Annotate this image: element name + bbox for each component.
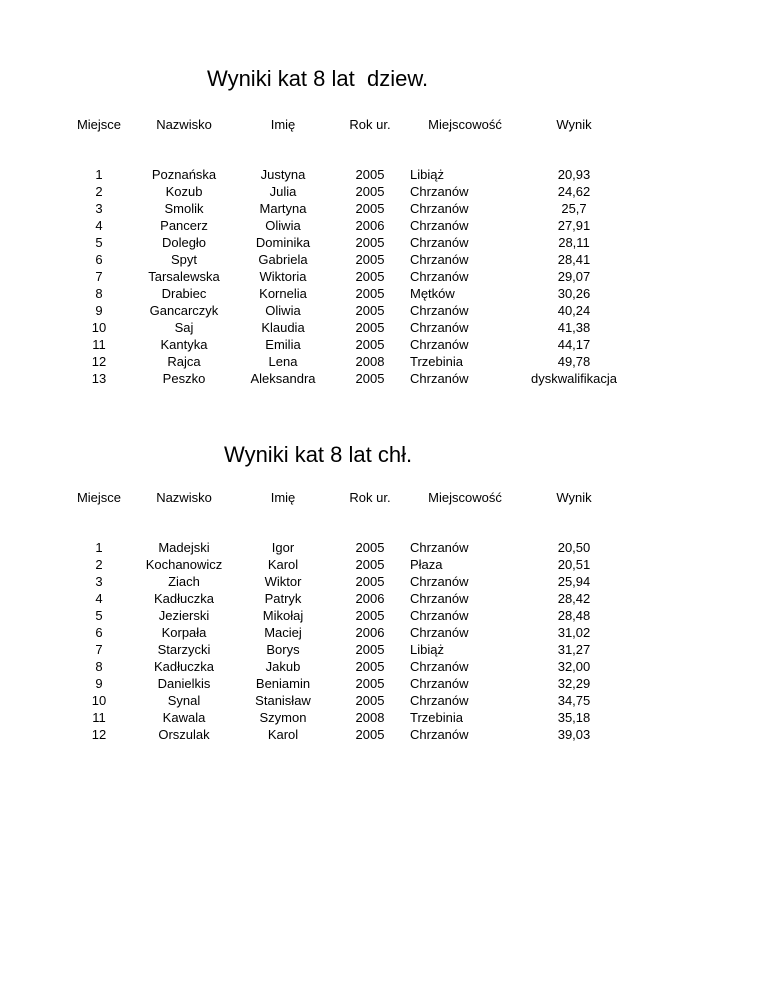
header-rok-ur: Rok ur. (349, 117, 391, 132)
cell-wynik: 20,93 (557, 167, 591, 182)
cell-rok-ur: 2005 (355, 574, 385, 589)
cell-imie: Wiktor (264, 574, 302, 589)
cell-rok-ur: 2005 (355, 693, 385, 708)
cell-imie: Lena (268, 354, 298, 369)
table-row (0, 641, 768, 658)
table-row (0, 251, 768, 268)
cell-imie: Martyna (259, 201, 307, 216)
cell-miejsce: 2 (95, 184, 103, 199)
cell-nazwisko: Ziach (168, 574, 200, 589)
cell-rok-ur: 2005 (355, 557, 385, 572)
cell-wynik: 24,62 (557, 184, 591, 199)
boys-results-title: Wyniki kat 8 lat chł. (224, 442, 413, 467)
cell-wynik: 40,24 (557, 303, 591, 318)
cell-wynik: 28,11 (558, 235, 590, 250)
cell-miejsce: 11 (92, 710, 106, 725)
header-miejscowosc: Miejscowość (428, 490, 502, 505)
cell-rok-ur: 2006 (355, 625, 385, 640)
table-row (0, 675, 768, 692)
cell-imie: Oliwia (265, 303, 301, 318)
cell-miejscowosc: Chrzanów (410, 235, 469, 250)
cell-miejscowosc: Trzebinia (410, 354, 463, 369)
cell-nazwisko: Kochanowicz (145, 557, 223, 572)
header-miejsce: Miejsce (76, 490, 122, 505)
cell-miejsce: 12 (91, 727, 107, 742)
cell-miejscowosc: Chrzanów (410, 608, 469, 623)
cell-rok-ur: 2005 (355, 184, 385, 199)
cell-nazwisko: Kantyka (160, 337, 208, 352)
cell-rok-ur: 2006 (355, 591, 385, 606)
cell-miejsce: 5 (95, 608, 103, 623)
cell-nazwisko: Saj (174, 320, 194, 335)
header-miejscowosc: Miejscowość (428, 117, 502, 132)
header-miejsce: Miejsce (76, 117, 122, 132)
cell-nazwisko: Synal (167, 693, 201, 708)
table-row (0, 302, 768, 319)
cell-imie: Karol (267, 557, 299, 572)
cell-wynik: 25,7 (561, 201, 587, 216)
header-wynik: Wynik (556, 117, 592, 132)
cell-nazwisko: Kawala (162, 710, 206, 725)
cell-miejscowosc: Trzebinia (410, 710, 463, 725)
cell-miejscowosc: Płaza (410, 557, 443, 572)
cell-imie: Szymon (259, 710, 307, 725)
cell-imie: Justyna (260, 167, 306, 182)
cell-wynik: 29,07 (557, 269, 591, 284)
girls-results-title: Wyniki kat 8 lat dziew. (207, 66, 429, 91)
table-row (0, 353, 768, 370)
table-row (0, 726, 768, 743)
cell-imie: Gabriela (258, 252, 308, 267)
cell-wynik: 39,03 (557, 727, 591, 742)
cell-wynik: 32,29 (557, 676, 591, 691)
cell-miejsce: 5 (95, 235, 103, 250)
boys-table-header (0, 489, 768, 506)
cell-nazwisko: Orszulak (158, 727, 210, 742)
cell-nazwisko: Drabiec (161, 286, 207, 301)
cell-miejscowosc: Chrzanów (410, 540, 469, 555)
cell-nazwisko: Doległo (161, 235, 207, 250)
cell-nazwisko: Jezierski (158, 608, 210, 623)
cell-nazwisko: Tarsalewska (148, 269, 220, 284)
header-rok-ur: Rok ur. (349, 490, 391, 505)
table-row (0, 234, 768, 251)
cell-rok-ur: 2005 (355, 201, 385, 216)
cell-miejsce: 6 (95, 252, 103, 267)
cell-rok-ur: 2006 (355, 218, 385, 233)
cell-nazwisko: Spyt (170, 252, 198, 267)
cell-wynik: 28,42 (557, 591, 591, 606)
cell-rok-ur: 2005 (355, 642, 385, 657)
cell-miejscowosc: Chrzanów (410, 303, 469, 318)
cell-imie: Borys (266, 642, 300, 657)
cell-wynik: 30,26 (557, 286, 591, 301)
cell-miejsce: 13 (91, 371, 107, 386)
cell-imie: Jakub (265, 659, 301, 674)
cell-wynik: 27,91 (557, 218, 591, 233)
cell-wynik: 44,17 (557, 337, 591, 352)
cell-nazwisko: Danielkis (157, 676, 211, 691)
cell-wynik: 20,51 (557, 557, 591, 572)
cell-rok-ur: 2005 (355, 540, 385, 555)
cell-miejscowosc: Chrzanów (410, 676, 469, 691)
cell-rok-ur: 2005 (355, 727, 385, 742)
table-row (0, 166, 768, 183)
cell-wynik: 28,41 (557, 252, 591, 267)
cell-miejscowosc: Chrzanów (410, 727, 469, 742)
cell-imie: Patryk (264, 591, 302, 606)
table-row (0, 692, 768, 709)
cell-imie: Karol (267, 727, 299, 742)
cell-rok-ur: 2005 (355, 676, 385, 691)
cell-miejsce: 10 (91, 693, 107, 708)
cell-imie: Mikołaj (262, 608, 304, 623)
cell-miejsce: 6 (95, 625, 103, 640)
header-imie: Imię (270, 490, 296, 505)
cell-miejsce: 4 (95, 591, 103, 606)
cell-miejsce: 9 (95, 676, 103, 691)
girls-table-header (0, 116, 768, 133)
cell-miejsce: 1 (95, 167, 103, 182)
cell-nazwisko: Madejski (158, 540, 210, 555)
cell-miejsce: 2 (95, 557, 103, 572)
cell-miejscowosc: Chrzanów (410, 693, 469, 708)
table-row (0, 539, 768, 556)
cell-imie: Klaudia (261, 320, 305, 335)
cell-nazwisko: Smolik (164, 201, 204, 216)
table-row (0, 573, 768, 590)
cell-nazwisko: Korpała (161, 625, 207, 640)
cell-nazwisko: Rajca (167, 354, 201, 369)
cell-nazwisko: Kadłuczka (154, 591, 214, 606)
cell-wynik: 25,94 (557, 574, 591, 589)
table-row (0, 590, 768, 607)
cell-miejsce: 12 (91, 354, 107, 369)
table-row (0, 624, 768, 641)
cell-imie: Dominika (255, 235, 311, 250)
cell-miejscowosc: Chrzanów (410, 625, 469, 640)
cell-rok-ur: 2005 (355, 337, 385, 352)
cell-rok-ur: 2005 (355, 608, 385, 623)
cell-miejsce: 10 (91, 320, 107, 335)
table-row (0, 336, 768, 353)
cell-rok-ur: 2005 (355, 303, 385, 318)
cell-miejscowosc: Chrzanów (410, 269, 469, 284)
header-nazwisko: Nazwisko (156, 490, 212, 505)
cell-miejsce: 3 (95, 574, 103, 589)
table-row (0, 370, 768, 387)
cell-miejsce: 7 (95, 269, 103, 284)
cell-imie: Igor (271, 540, 295, 555)
table-row (0, 607, 768, 624)
cell-miejscowosc: Libiąż (410, 642, 444, 657)
cell-imie: Oliwia (265, 218, 301, 233)
cell-miejsce: 9 (95, 303, 103, 318)
cell-wynik: 35,18 (557, 710, 591, 725)
cell-nazwisko: Poznańska (151, 167, 217, 182)
cell-nazwisko: Kadłuczka (154, 659, 214, 674)
table-row (0, 709, 768, 726)
cell-miejscowosc: Libiąż (410, 167, 444, 182)
cell-rok-ur: 2005 (355, 167, 385, 182)
header-imie: Imię (270, 117, 296, 132)
cell-rok-ur: 2005 (355, 269, 385, 284)
cell-imie: Stanisław (255, 693, 311, 708)
cell-miejscowosc: Chrzanów (410, 574, 469, 589)
cell-miejsce: 7 (95, 642, 103, 657)
cell-nazwisko: Peszko (162, 371, 206, 386)
cell-miejscowosc: Mętków (410, 286, 455, 301)
cell-wynik: 34,75 (557, 693, 591, 708)
header-wynik: Wynik (556, 490, 592, 505)
table-row (0, 183, 768, 200)
cell-rok-ur: 2005 (355, 320, 385, 335)
cell-rok-ur: 2005 (355, 235, 385, 250)
cell-wynik: 41,38 (557, 320, 591, 335)
cell-imie: Kornelia (259, 286, 307, 301)
cell-wynik: 31,02 (557, 625, 591, 640)
cell-imie: Aleksandra (250, 371, 316, 386)
cell-wynik: 28,48 (557, 608, 591, 623)
cell-nazwisko: Kozub (165, 184, 203, 199)
header-nazwisko: Nazwisko (156, 117, 212, 132)
cell-rok-ur: 2005 (355, 371, 385, 386)
cell-miejsce: 4 (95, 218, 103, 233)
cell-wynik: 31,27 (557, 642, 591, 657)
table-row (0, 268, 768, 285)
cell-rok-ur: 2005 (355, 252, 385, 267)
cell-miejscowosc: Chrzanów (410, 371, 469, 386)
cell-miejsce: 8 (95, 286, 103, 301)
cell-miejscowosc: Chrzanów (410, 201, 469, 216)
cell-rok-ur: 2005 (355, 659, 385, 674)
cell-wynik: dyskwalifikacja (531, 371, 617, 386)
cell-miejscowosc: Chrzanów (410, 218, 469, 233)
cell-miejscowosc: Chrzanów (410, 659, 469, 674)
cell-rok-ur: 2008 (355, 710, 385, 725)
cell-wynik: 32,00 (557, 659, 591, 674)
cell-miejscowosc: Chrzanów (410, 184, 469, 199)
cell-imie: Maciej (264, 625, 302, 640)
cell-nazwisko: Pancerz (160, 218, 208, 233)
cell-imie: Wiktoria (259, 269, 307, 284)
cell-miejscowosc: Chrzanów (410, 591, 469, 606)
table-row (0, 200, 768, 217)
cell-wynik: 20,50 (557, 540, 591, 555)
cell-miejsce: 11 (92, 337, 106, 352)
cell-imie: Julia (269, 184, 297, 199)
table-row (0, 556, 768, 573)
table-row (0, 658, 768, 675)
table-row (0, 217, 768, 234)
cell-imie: Emilia (265, 337, 301, 352)
cell-miejsce: 1 (95, 540, 103, 555)
cell-miejscowosc: Chrzanów (410, 337, 469, 352)
cell-miejscowosc: Chrzanów (410, 320, 469, 335)
cell-rok-ur: 2005 (355, 286, 385, 301)
cell-imie: Beniamin (255, 676, 311, 691)
table-row (0, 319, 768, 336)
cell-wynik: 49,78 (557, 354, 591, 369)
table-row (0, 285, 768, 302)
cell-miejscowosc: Chrzanów (410, 252, 469, 267)
cell-miejsce: 3 (95, 201, 103, 216)
cell-nazwisko: Starzycki (157, 642, 211, 657)
cell-rok-ur: 2008 (355, 354, 385, 369)
cell-miejsce: 8 (95, 659, 103, 674)
cell-nazwisko: Gancarczyk (149, 303, 219, 318)
